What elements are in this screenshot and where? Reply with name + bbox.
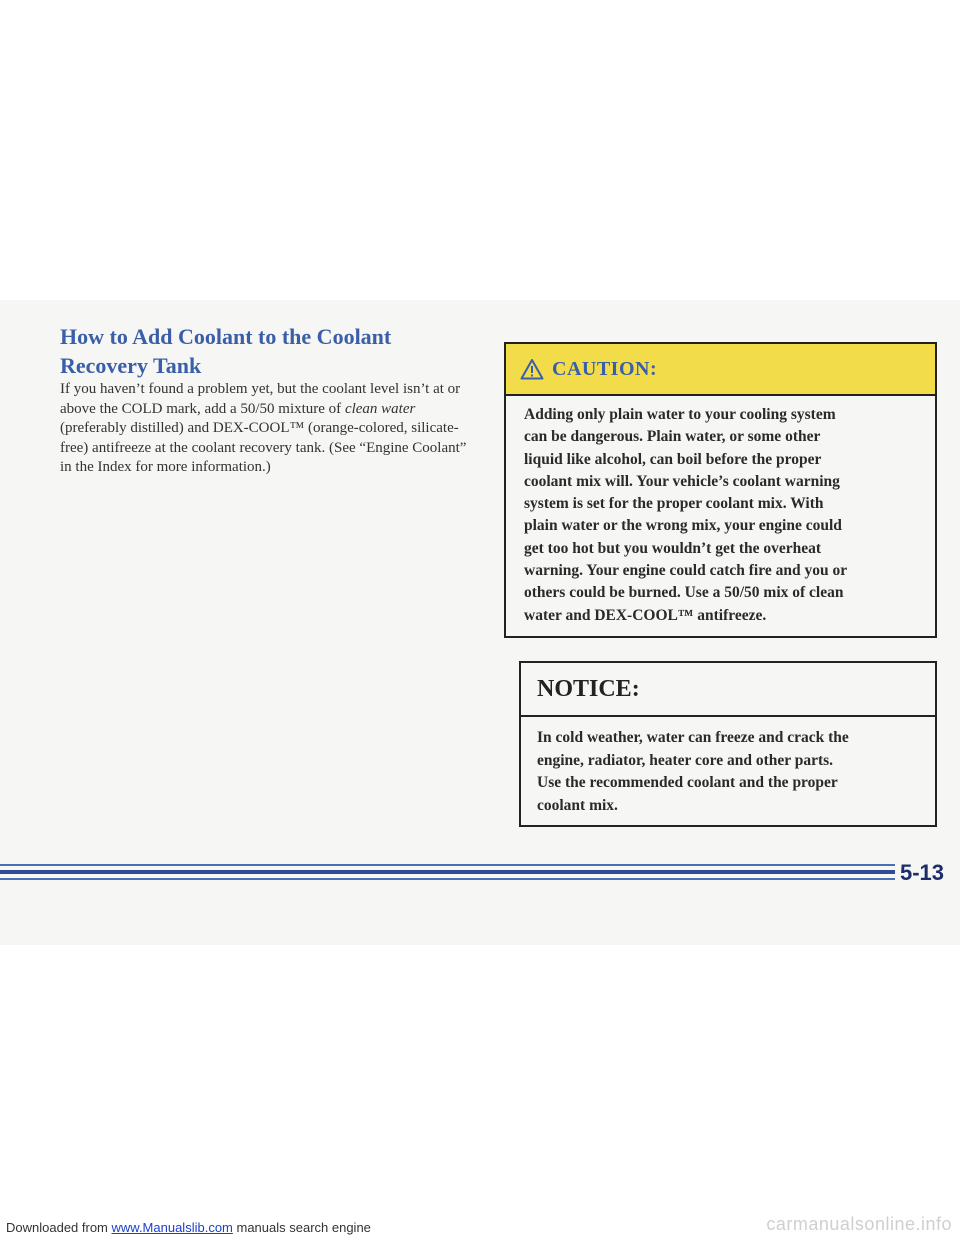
section-heading	[60, 322, 480, 380]
notice-line: In cold weather, water can freeze and crack the	[537, 729, 849, 746]
body-part-1: If you haven’t found a problem yet, but the coolant level isn’t at or above the COLD mark, add a 50/50 mixture of	[60, 381, 461, 417]
caution-line: water and DEX-COOL™ antifreeze.	[524, 606, 767, 624]
notice-header	[521, 663, 935, 717]
credit-suffix: manuals search engine	[232, 1220, 371, 1235]
notice-line: engine, radiator, heater core and other parts.	[537, 751, 834, 769]
caution-header	[506, 344, 935, 396]
caution-line: liquid like alcohol, can boil before the proper	[524, 450, 822, 468]
caution-title: CAUTION:	[552, 357, 658, 380]
notice-line: Use the recommended coolant and the proper	[537, 774, 838, 791]
caution-line: get too hot but you wouldn’t get the overheat	[524, 539, 822, 557]
caution-box	[504, 342, 937, 638]
caution-line: warning. Your engine could catch fire and you or	[524, 562, 848, 580]
caution-text	[506, 396, 935, 627]
notice-line: coolant mix.	[537, 796, 618, 814]
caution-line: system is set for the proper coolant mix. With	[524, 495, 824, 513]
page-number: 5-13	[899, 860, 944, 885]
watermark: carmanualsonline.info	[766, 1214, 952, 1234]
body-part-2: (preferably distilled) and DEX-COOL™ (orange-colored, silicate-free) antifreeze at the coolant recovery tank. (See “Engine Coolant” in the Index for more information.)	[60, 420, 467, 475]
section-body	[60, 380, 480, 478]
heading-line-1: How to Add Coolant to the Coolant	[60, 324, 392, 349]
heading-line-2: Recovery Tank	[60, 353, 202, 378]
footer-rule	[0, 870, 895, 874]
body-italic: clean water	[344, 400, 416, 417]
warning-triangle-icon	[520, 358, 544, 380]
caution-line: plain water or the wrong mix, your engine could	[524, 517, 842, 535]
notice-title: NOTICE:	[537, 675, 640, 702]
footer-rule	[0, 864, 895, 866]
caution-line: others could be burned. Use a 50/50 mix of clean	[524, 584, 844, 602]
notice-text	[521, 717, 935, 817]
manualslib-link[interactable]: www.Manualslib.com	[111, 1220, 233, 1235]
caution-line: can be dangerous. Plain water, or some other	[524, 428, 821, 446]
download-credit	[6, 1220, 371, 1235]
caution-line: Adding only plain water to your cooling system	[524, 406, 836, 423]
credit-prefix: Downloaded from	[6, 1220, 112, 1235]
caution-line: coolant mix will. Your vehicle’s coolant warning	[524, 472, 840, 490]
footer-rule	[0, 878, 895, 880]
notice-box	[519, 661, 937, 827]
